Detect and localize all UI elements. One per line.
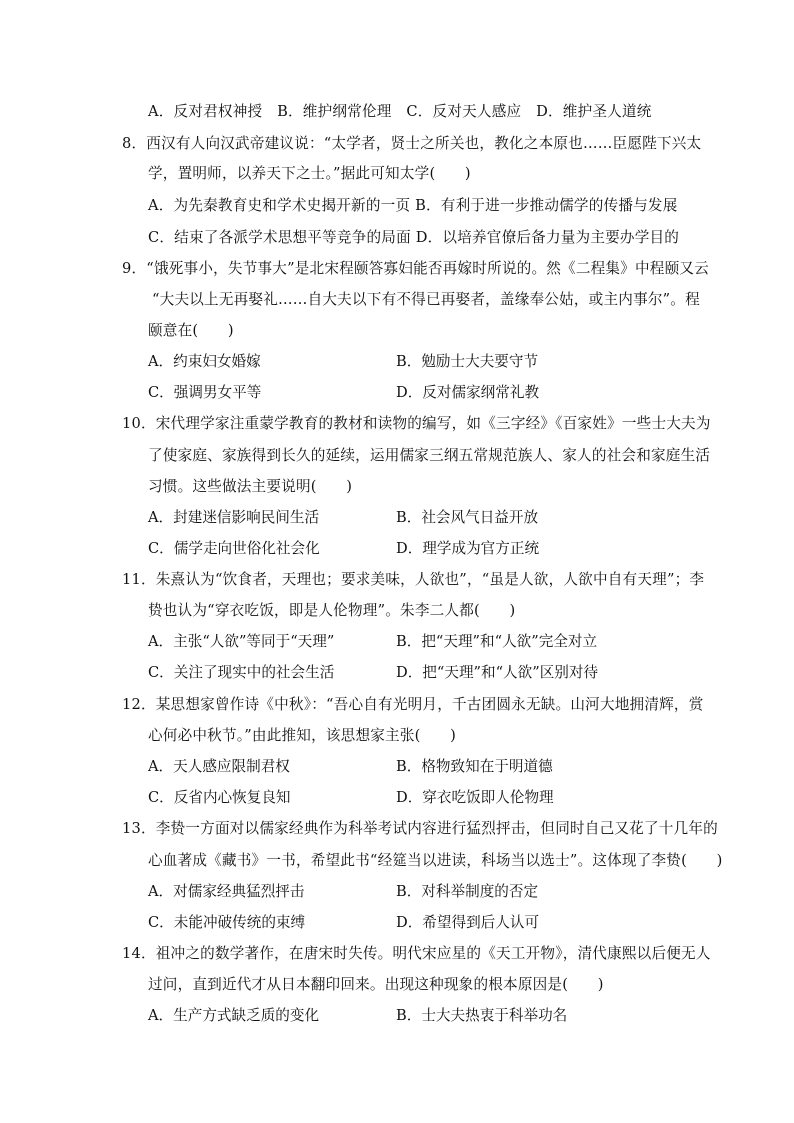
question-14-option-b: B．士大夫热衷于科举功名 bbox=[396, 1007, 568, 1024]
question-13-stem-line-2: 心血著成《藏书》一书，希望此书“经筵当以进读，科场当以选士”。这体现了李贽( ) bbox=[148, 852, 723, 869]
question-10-stem-line-2: 了使家庭、家族得到长久的延续，运用儒家三纲五常规范族人、家人的社会和家庭生活 bbox=[148, 447, 711, 464]
question-10-options-row-1 bbox=[148, 508, 648, 528]
question-9-stem-line-3: 颐意在( ) bbox=[148, 322, 234, 339]
question-12-options-row-1 bbox=[148, 757, 648, 777]
question-9-options-row-2 bbox=[148, 383, 648, 403]
question-9-option-c: C．强调男女平等 bbox=[148, 384, 262, 401]
question-13-stem-line-1: 13．李贽一方面对以儒家经典作为科举考试内容进行猛烈抨击，但同时自己又花了十几年的 bbox=[122, 820, 718, 837]
question-12-stem-line-1: 12．某思想家曾作诗《中秋》：“吾心自有光明月，千古团圆永无缺。山河大地拥清辉，赏 bbox=[122, 696, 704, 713]
question-11-option-c: C．关注了现实中的社会生活 bbox=[148, 664, 335, 681]
question-8-options-cd: C．结束了各派学术思想平等竞争的局面 D．以培养官僚后备力量为主要办学目的 bbox=[148, 229, 680, 246]
question-9-options-row-1 bbox=[148, 352, 648, 372]
question-11-option-b: B．把“天理”和“人欲”完全对立 bbox=[396, 633, 598, 650]
question-10-option-c: C．儒学走向世俗化社会化 bbox=[148, 540, 320, 557]
question-14-options-row-1 bbox=[148, 1006, 648, 1026]
question-12-option-b: B．格物致知在于明道德 bbox=[396, 758, 553, 775]
question-14-stem-line-1: 14．祖冲之的数学著作，在唐宋时失传。明代宋应星的《天工开物》，清代康熙以后便无人 bbox=[122, 945, 711, 962]
question-10-option-b: B．社会风气日益开放 bbox=[396, 509, 539, 526]
question-14-stem-line-2: 过问，直到近代才从日本翻印回来。出现这种现象的根本原因是( ) bbox=[148, 976, 604, 993]
question-13-option-d: D．希望得到后人认可 bbox=[396, 914, 540, 931]
question-9-option-a: A．约束妇女婚嫁 bbox=[148, 353, 261, 370]
question-9-stem-line-2: “大夫以上无再娶礼……自大夫以下有不得已再娶者，盖缘奉公姑，或主内事尔”。程 bbox=[152, 291, 700, 308]
question-12-option-d: D．穿衣吃饭即人伦物理 bbox=[396, 789, 554, 806]
question-12-options-row-2 bbox=[148, 788, 648, 808]
question-11-stem-line-1: 11．朱熹认为“饮食者，天理也；要求美味，人欲也”，“虽是人欲，人欲中自有天理”；李 bbox=[122, 571, 705, 588]
question-8-options-ab: A．为先秦教育史和学术史揭开新的一页 B．有利于进一步推动儒学的传播与发展 bbox=[148, 197, 678, 214]
question-14-option-a: A．生产方式缺乏质的变化 bbox=[148, 1007, 320, 1024]
question-12-option-c: C．反省内心恢复良知 bbox=[148, 789, 291, 806]
question-13-option-c: C．未能冲破传统的束缚 bbox=[148, 914, 306, 931]
question-10-option-d: D．理学成为官方正统 bbox=[396, 540, 540, 557]
q7-options: A．反对君权神授 B．维护纲常伦理 C．反对天人感应 D．维护圣人道统 bbox=[148, 103, 652, 120]
question-13-options-row-2 bbox=[148, 913, 648, 933]
question-10-options-row-2 bbox=[148, 539, 648, 559]
question-11-options-row-2 bbox=[148, 663, 648, 683]
question-9-option-b: B．勉励士大夫要守节 bbox=[396, 353, 539, 370]
question-11-options-row-1 bbox=[148, 632, 648, 652]
question-13-option-b: B．对科举制度的否定 bbox=[396, 883, 539, 900]
question-11-option-d: D．把“天理”和“人欲”区别对待 bbox=[396, 664, 599, 681]
question-9-stem-line-1: 9．“饿死事小，失节事大”是北宋程颐答寡妇能否再嫁时所说的。然《二程集》中程颐又云 bbox=[122, 260, 709, 277]
question-13-option-a: A．对儒家经典猛烈抨击 bbox=[148, 883, 305, 900]
question-13-options-row-1 bbox=[148, 882, 648, 902]
question-11-option-a: A．主张“人欲”等同于“天理” bbox=[148, 633, 335, 650]
question-10-stem-line-3: 习惯。这些做法主要说明( ) bbox=[148, 478, 353, 495]
question-10-option-a: A．封建迷信影响民间生活 bbox=[148, 509, 320, 526]
question-8-stem-line-2: 学，置明师，以养天下之士。”据此可知太学( ) bbox=[148, 165, 471, 182]
question-12-option-a: A．天人感应限制君权 bbox=[148, 758, 290, 775]
question-11-stem-line-2: 贽也认为“穿衣吃饭，即是人伦物理”。朱李二人都( ) bbox=[148, 602, 516, 619]
question-10-stem-line-1: 10．宋代理学家注重蒙学教育的教材和读物的编写，如《三字经》《百家姓》一些士大夫为 bbox=[122, 415, 711, 432]
question-9-option-d: D．反对儒家纲常礼教 bbox=[396, 384, 540, 401]
question-8-stem-line-1: 8．西汉有人向汉武帝建议说：“太学者，贤士之所关也，教化之本原也……臣愿陛下兴太 bbox=[122, 135, 702, 152]
question-12-stem-line-2: 心何必中秋节。”由此推知，该思想家主张( ) bbox=[148, 727, 457, 744]
